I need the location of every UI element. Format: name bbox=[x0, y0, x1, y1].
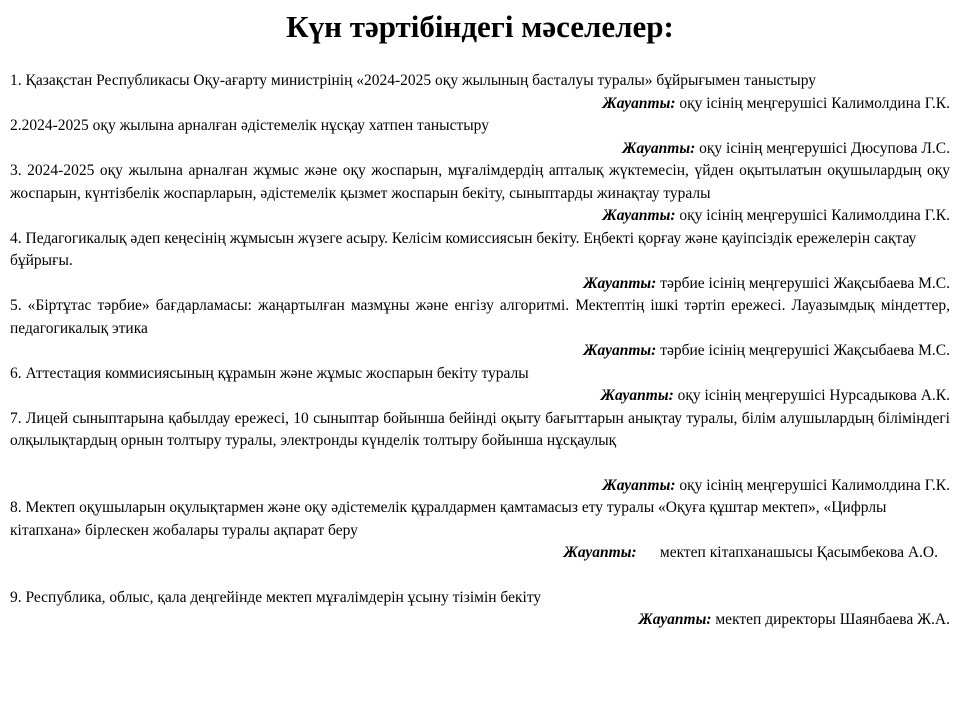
agenda-item-1: 1. Қазақстан Республикасы Оқу-ағарту министрінің «2024-2025 оқу жылының басталуы туралы» бұйрығымен таныстыру bbox=[10, 72, 817, 89]
responsible-label: Жауапты: bbox=[602, 207, 676, 224]
responsible-label: Жауапты: bbox=[600, 387, 674, 404]
responsible-person: оқу ісінің меңгерушісі Калимолдина Г.К. bbox=[679, 94, 950, 112]
responsible-line-2 bbox=[10, 138, 950, 161]
responsible-line-5 bbox=[10, 340, 950, 363]
agenda-item-8: 8. Мектеп оқушыларын оқулықтармен және оқу әдістемелік құралдармен қамтамасыз ету туралы «Оқуға құштар мектеп», «Цифрлы кітапхана» бірлескен жобалары туралы ақпарат беру bbox=[10, 499, 887, 539]
responsible-person: оқу ісінің меңгерушісі Калимолдина Г.К. bbox=[679, 476, 950, 494]
responsible-person: оқу ісінің меңгерушісі Дюсупова Л.С. bbox=[699, 139, 950, 157]
responsible-person: мектеп директоры Шаянбаева Ж.А. bbox=[715, 611, 950, 628]
responsible-person: тәрбие ісінің меңгерушісі Жақсыбаева М.С. bbox=[660, 342, 950, 359]
responsible-label: Жауапты: bbox=[563, 544, 637, 561]
responsible-line-3 bbox=[10, 205, 950, 228]
responsible-label: Жауапты: bbox=[638, 611, 712, 628]
responsible-label: Жауапты: bbox=[622, 139, 696, 157]
responsible-label: Жауапты: bbox=[583, 274, 657, 292]
responsible-person: мектеп кітапханашысы Қасымбекова А.О. bbox=[659, 544, 938, 561]
agenda-item-2: 2.2024-2025 оқу жылына арналған әдістемелік нұсқау хатпен таныстыру bbox=[10, 117, 489, 134]
responsible-person: оқу ісінің меңгерушісі Нурсадыкова А.К. bbox=[677, 387, 950, 404]
agenda-item-7: 7. Лицей сыныптарына қабылдау ережесі, 10 сыныптар бойынша бейінді оқыту бағыттарын анықтау туралы, білім алушылардың біліміндегі олқылықтардың орнын толтыру туралы, электронды күнделік толтыру бойынша нұсқаулық bbox=[10, 409, 950, 449]
responsible-person: тәрбие ісінің меңгерушісі Жақсыбаева М.С. bbox=[660, 274, 950, 292]
agenda-item-4: 4. Педагогикалық әдеп кеңесінің жұмысын жүзеге асыру. Келісім комиссиясын бекіту. Еңбекті қорғау және қауіпсіздік ережелерін сақтау бұйрығы. bbox=[10, 229, 917, 269]
agenda-item-3: 3. 2024-2025 оқу жылына арналған жұмыс және оқу жоспарын, мұғалімдердің апталық жүктемесін, үйден оқытылатын оқушылардың оқу жоспарын, күнтізбелік жоспарларын, әдістемелік қызмет жоспарын бекіту, сыныптарды жинақтау туралы bbox=[10, 162, 950, 202]
agenda-item-6: 6. Аттестация коммисиясының құрамын және жұмыс жоспарын бекіту туралы bbox=[10, 364, 529, 382]
responsible-line-6 bbox=[10, 385, 950, 408]
page-title: Күн тәртібіндегі мәселелер: bbox=[286, 9, 674, 44]
agenda-item-5: 5. «Біртұтас тәрбие» бағдарламасы: жаңартылған мазмұны және енгізу алгоритмі. Мектептің ішкі тәртіп ережесі. Лауазымдық міндеттер, педагогикалық этика bbox=[10, 297, 950, 337]
agenda-list bbox=[10, 70, 950, 632]
responsible-line-8 bbox=[10, 542, 950, 565]
responsible-line-1 bbox=[10, 93, 950, 116]
responsible-line-7 bbox=[10, 475, 950, 498]
responsible-person: оқу ісінің меңгерушісі Калимолдина Г.К. bbox=[679, 207, 950, 224]
spacer bbox=[10, 453, 950, 475]
responsible-label: Жауапты: bbox=[583, 342, 657, 359]
responsible-line-4 bbox=[10, 273, 950, 296]
responsible-line-9 bbox=[10, 609, 950, 632]
responsible-label: Жауапты: bbox=[602, 94, 676, 112]
spacer bbox=[10, 565, 950, 587]
responsible-label: Жауапты: bbox=[602, 476, 676, 494]
agenda-item-9: 9. Республика, облыс, қала деңгейінде мектеп мұғалімдерін ұсыну тізімін бекіту bbox=[10, 588, 542, 606]
